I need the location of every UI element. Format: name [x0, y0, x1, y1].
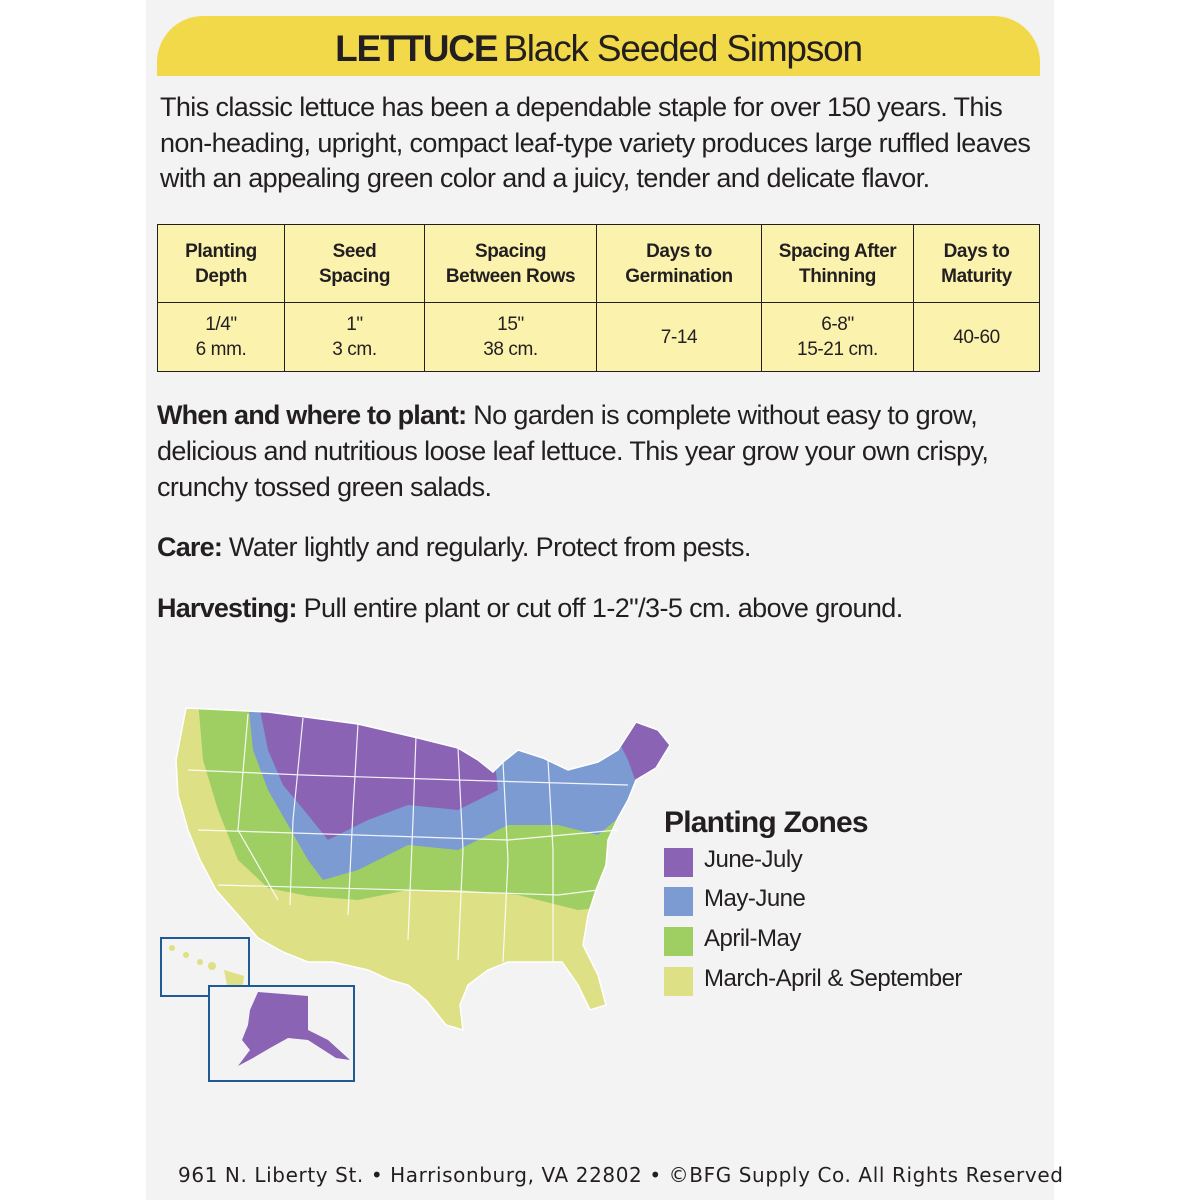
value-germination: 7-14 — [597, 303, 762, 372]
value-maturity: 40-60 — [914, 303, 1040, 372]
legend-title: Planting Zones — [664, 806, 868, 839]
legend-swatch-green — [664, 927, 693, 956]
header-seed-spacing: Seed Spacing — [285, 225, 425, 303]
when-where-section — [157, 397, 1037, 505]
legend-swatch-yellow — [664, 967, 693, 996]
legend-label: June-July — [704, 846, 803, 873]
crop-name: LETTUCE — [335, 28, 498, 69]
legend-label: March-April & September — [704, 965, 962, 992]
value-planting-depth: 1/4" 6 mm. — [158, 303, 285, 372]
care-section — [157, 529, 1037, 565]
title-banner — [157, 16, 1040, 76]
care-label: Care: — [157, 532, 223, 562]
variety-description: This classic lettuce has been a dependable staple for over 150 years. This non-heading, upright, compact leaf-type variety produces large ruffled leaves with an appealing green color and a juicy, tender and delicate flavor. — [160, 92, 1031, 193]
specs-value-row — [158, 303, 1040, 372]
header-row-spacing: Spacing Between Rows — [425, 225, 597, 303]
company-footer: 961 N. Liberty St. • Harrisonburg, VA 22802 • ©BFG Supply Co. All Rights Reserved — [178, 1163, 1064, 1187]
legend-swatch-blue — [664, 887, 693, 916]
header-maturity: Days to Maturity — [914, 225, 1040, 303]
planting-specs-table — [157, 224, 1040, 372]
specs-header-row — [158, 225, 1040, 303]
value-row-spacing: 15" 38 cm. — [425, 303, 597, 372]
care-text: Water lightly and regularly. Protect from pests. — [222, 532, 751, 562]
when-where-text: No garden is complete without easy to grow, delicious and nutritious loose leaf lettuce. This year grow your own crispy, crunchy tossed green salads. — [157, 400, 989, 502]
variety-name: Black Seeded Simpson — [503, 28, 862, 69]
hawaii-islands — [169, 945, 244, 992]
legend-label: May-June — [704, 885, 806, 912]
legend-swatch-purple — [664, 848, 693, 877]
header-planting-depth: Planting Depth — [158, 225, 285, 303]
header-germination: Days to Germination — [597, 225, 762, 303]
value-thinning: 6-8" 15-21 cm. — [762, 303, 914, 372]
value-seed-spacing: 1" 3 cm. — [285, 303, 425, 372]
header-thinning: Spacing After Thinning — [762, 225, 914, 303]
legend-label: April-May — [704, 925, 801, 952]
when-where-label: When and where to plant: — [157, 400, 467, 430]
usa-zone-map-graphic — [158, 700, 698, 1090]
harvesting-section — [157, 590, 1037, 626]
harvesting-text: Pull entire plant or cut off 1-2"/3-5 cm. above ground. — [296, 593, 903, 623]
harvesting-label: Harvesting: — [157, 593, 297, 623]
packet-title — [157, 16, 1040, 76]
planting-zone-map — [158, 700, 698, 1090]
